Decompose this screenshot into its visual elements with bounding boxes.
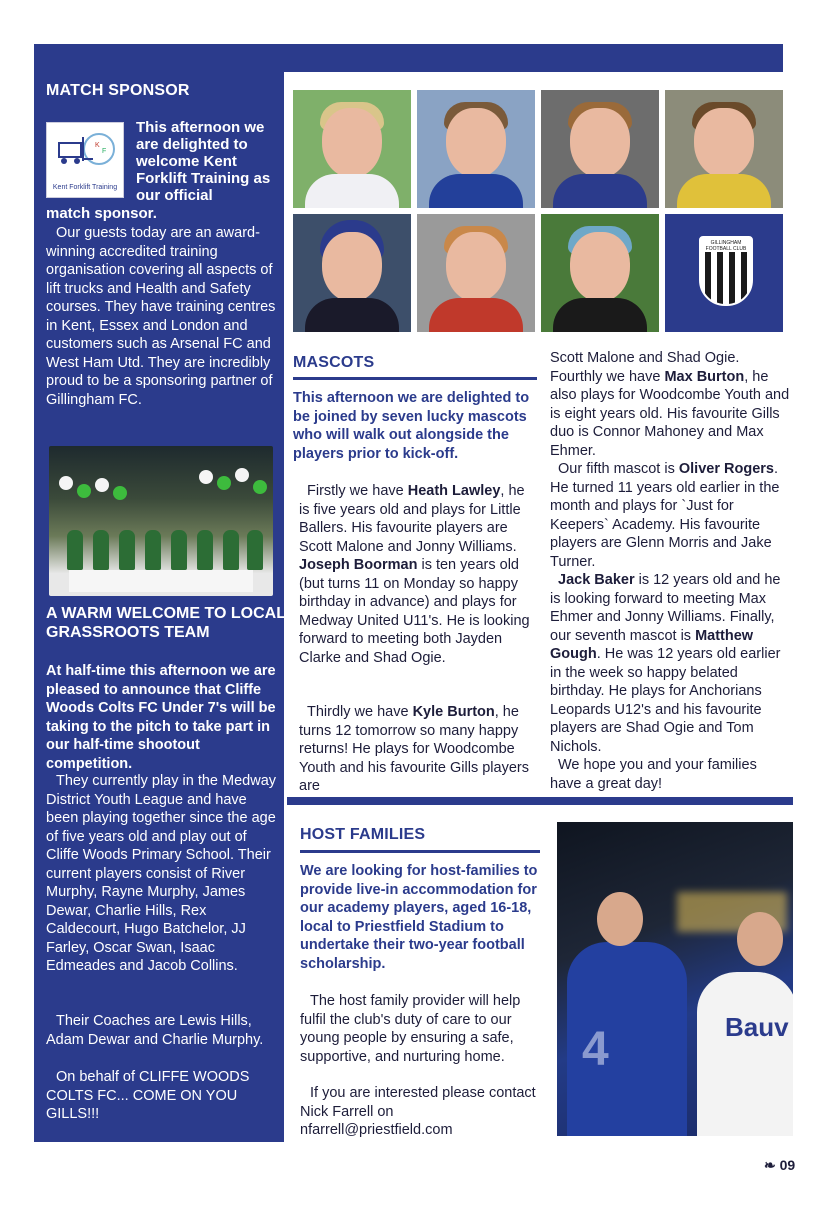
match-sponsor-heading: MATCH SPONSOR [46,82,190,99]
mascots-column-2: Scott Malone and Shad Ogie. Fourthly we have Max Burton, he also plays for Woodcombe Youth and is eight years old. His favourite Gills duo is Connor Mahoney and Max Ehmer. Our fifth mascot is Oliver Rogers. He turned 11 years old earlier in the month and plays for `Just for Keepers` Academy. His favourite players are Glenn Morris and Jake Turner. Jack Baker is 12 years old and he is looking forward to meeting Max Ehmer and Jonny Williams. Finally, our seventh mascot is Matthew Gough. He was 12 years old earlier in the week so happy belated birthday. He plays for Anchorians Leopards U12's and his favourite players are Shad Ogie and Tom Nichols. We hope you and your families have a great day! [550,350,790,792]
grassroots-heading: A WARM WELCOME TO LOCAL GRASSROOTS TEAM [46,605,286,641]
host-rule [300,850,540,853]
host-body: The host family provider will help fulfil the club's duty of care to our young people by ensuring a safe, supportive, and nurturing home. [300,993,521,1065]
svg-text:F: F [102,148,107,155]
sponsor-intro-end: match sponsor. [46,205,157,222]
mascot-photo [541,90,659,208]
forklift-icon [47,123,123,179]
mascot-photo [665,90,783,208]
mascot-photo [417,90,535,208]
left-sidebar [34,72,284,1142]
grassroots-signoff: On behalf of CLIFFE WOODS COLTS FC... COME ON YOU GILLS!!! [46,1069,250,1122]
academy-players-photo: 4 Bauv [557,822,793,1136]
mascot-photo [293,90,411,208]
mascot-photo [541,214,659,332]
grassroots-coaches: Their Coaches are Lewis Hills, Adam Dewar and Charlie Murphy. [46,1013,264,1048]
grassroots-lead: At half-time this afternoon we are pleased to announce that Cliffe Woods Colts FC Under 7's will be taking to the pitch to take part in our half-time shootout competition. [46,663,276,772]
mascots-column-1: Firstly we have Heath Lawley, he is five years old and plays for Little Ballers. His favourite players are Scott Malone and Jonny Williams. Joseph Boorman is ten years old (but turns 11 on Monday so happy birthday in advance) and plays for Medway United U11's. He is looking forward to meeting both Jayden Clarke and Shad Ogie. [299,483,530,666]
sponsor-logo [46,122,124,198]
gillingham-crest-icon: GILLINGHAM FOOTBALL CLUB [699,236,753,306]
host-lead: We are looking for host-families to provide live-in accommodation for our academy players, aged 16-18, local to Priestfield Stadium to undertake their two-year football scholarship. [300,863,538,972]
svg-text:K: K [95,142,100,149]
mascots-rule [293,377,537,380]
club-horse-icon: ❧ [764,1157,776,1173]
sponsor-body: Our guests today are an award-winning accredited training organisation covering all aspects of lift trucks and Health and Safety courses. They have training centres in Kent, Essex and London and customers such as Arsenal FC and West Ham Utd. They are incredibly proud to be a sponsoring partner of Gillingham FC. [46,225,276,408]
mascots-heading: MASCOTS [293,354,375,371]
top-banner [34,44,783,72]
mascot-photo [293,214,411,332]
section-divider [287,797,793,805]
mascots-column-1b: Thirdly we have Kyle Burton, he turns 12 tomorrow so many happy returns! He plays for Woodcombe Youth and his favourite Gills players are [299,704,529,794]
club-crest-panel [665,214,783,332]
grassroots-team-photo [49,446,273,596]
sponsor-intro: This afternoon we are delighted to welcome Kent Forklift Training as our official [136,119,271,204]
host-contact: If you are interested please contact Nick Farrell on nfarrell@priestfield.com [300,1085,536,1138]
page-number: ❧ 09 [764,1157,796,1173]
logo-caption: Kent Forklift Training [52,184,118,191]
grassroots-body: They currently play in the Medway District Youth League and have been playing together since the age of five years old and play out of Cliffe Woods Primary School. Their current players consist of River Murphy, Rayne Murphy, James Dewar, Charlie Hills, Rex Caldecourt, Hugo Batchelor, JJ Farley, Oscar Swan, Isaac Edmeades and Jacob Collins. [46,773,277,974]
mascot-photo [417,214,535,332]
mascots-lead: This afternoon we are delighted to be joined by seven lucky mascots who will walk out alongside the players prior to kick-off. [293,390,530,462]
host-families-heading: HOST FAMILIES [300,826,426,843]
